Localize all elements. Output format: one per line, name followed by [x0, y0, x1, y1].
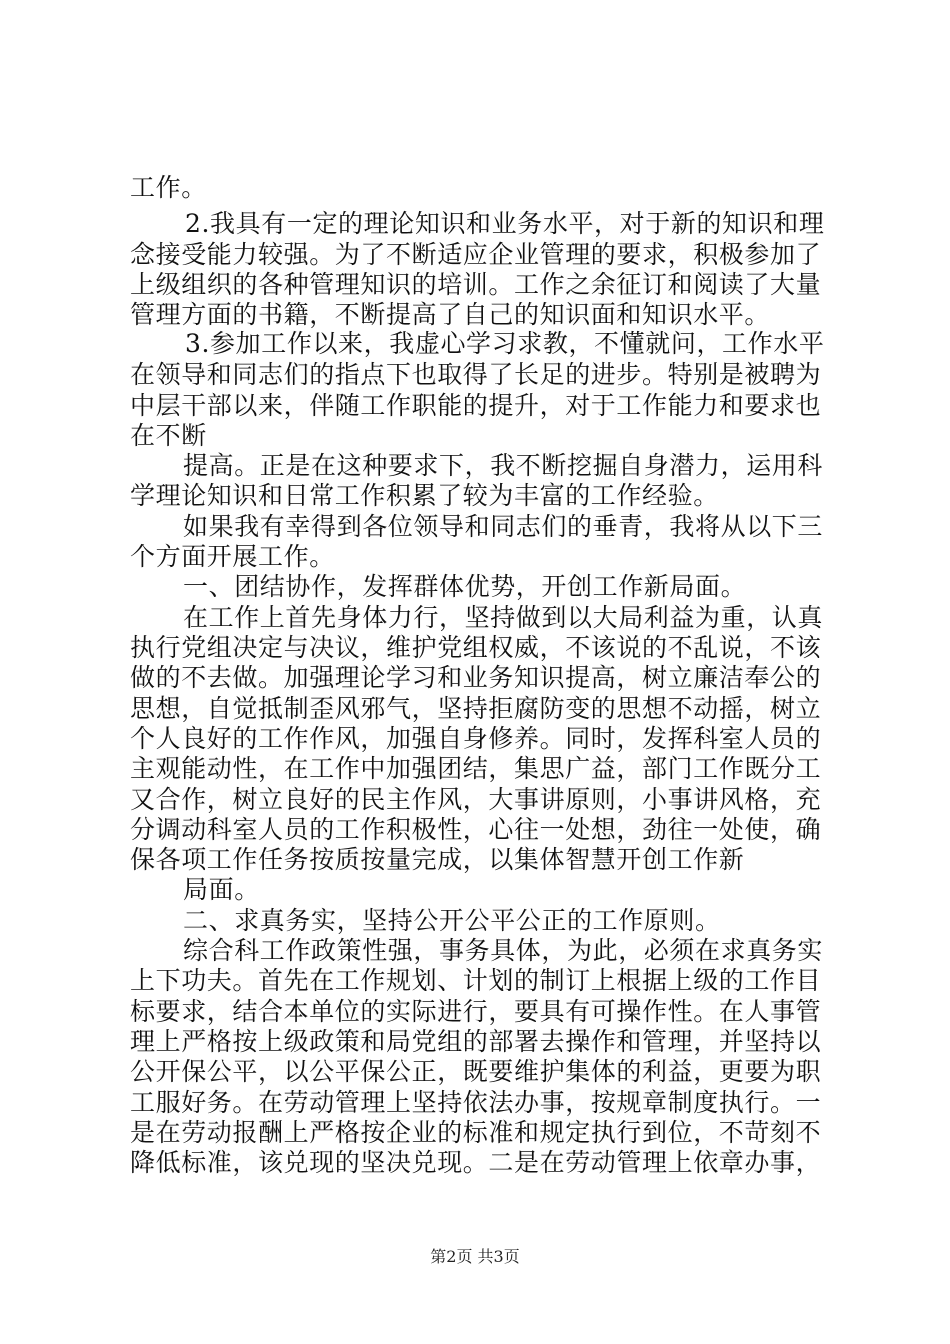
text-line: 管理方面的书籍，不断提高了自己的知识面和知识水平。: [130, 300, 771, 329]
text-line: 分调动科室人员的工作积极性，心往一处想，劲往一处使，确: [130, 815, 822, 844]
text-line: 2.我具有一定的理论知识和业务水平，对于新的知识和理: [185, 209, 825, 238]
text-line: 学理论知识和日常工作积累了较为丰富的工作经验。: [130, 481, 719, 510]
text-line: 中层干部以来，伴随工作职能的提升，对于工作能力和要求也: [130, 391, 822, 420]
text-line: 上级组织的各种管理知识的培训。工作之余征订和阅读了大量: [130, 270, 822, 299]
text-line: 思想，自觉抵制歪风邪气，坚持拒腐防变的思想不动摇，树立: [130, 694, 822, 723]
text-line: 个方面开展工作。: [130, 542, 335, 571]
text-line: 上下功夫。首先在工作规划、计划的制订上根据上级的工作目: [130, 966, 822, 995]
section-heading-1: 一、团结协作，发挥群体优势，开创工作新局面。: [183, 572, 747, 601]
text-line: 保各项工作任务按质按量完成，以集体智慧开创工作新: [130, 845, 745, 874]
text-line: 在工作上首先身体力行，坚持做到以大局利益为重，认真: [183, 603, 824, 632]
text-line: 标要求，结合本单位的实际进行，要具有可操作性。在人事管: [130, 997, 822, 1026]
text-line: 又合作，树立良好的民主作风，大事讲原则，小事讲风格，充: [130, 785, 822, 814]
text-line: 3.参加工作以来，我虚心学习求教，不懂就问，工作水平: [185, 329, 825, 358]
page-number-footer: 第2页 共3页: [430, 1247, 520, 1266]
text-line: 念接受能力较强。为了不断适应企业管理的要求，积极参加了: [130, 240, 822, 269]
text-line: 执行党组决定与决议，维护党组权威，不该说的不乱说，不该: [130, 633, 822, 662]
text-line: 工服好务。在劳动管理上坚持依法办事，按规章制度执行。一: [130, 1088, 822, 1117]
text-line: 做的不去做。加强理论学习和业务知识提高，树立廉洁奉公的: [130, 663, 822, 692]
text-line: 如果我有幸得到各位领导和同志们的垂青，我将从以下三: [183, 512, 824, 541]
text-line: 理上严格按上级政策和局党组的部署去操作和管理，并坚持以: [130, 1027, 822, 1056]
text-line: 主观能动性，在工作中加强团结，集思广益，部门工作既分工: [130, 754, 822, 783]
text-line: 工作。: [130, 173, 207, 202]
text-line: 降低标准，该兑现的坚决兑现。二是在劳动管理上依章办事，: [130, 1148, 822, 1177]
text-line: 局面。: [183, 875, 260, 904]
text-line: 个人良好的工作作风，加强自身修养。同时，发挥科室人员的: [130, 724, 822, 753]
text-line: 是在劳动报酬上严格按企业的标准和规定执行到位，不苛刻不: [130, 1118, 822, 1147]
text-line: 综合科工作政策性强，事务具体，为此，必须在求真务实: [183, 936, 824, 965]
text-line: 公开保公平，以公平保公正，既要维护集体的利益，更要为职: [130, 1057, 822, 1086]
text-line: 提高。正是在这种要求下，我不断挖掘自身潜力，运用科: [183, 451, 824, 480]
text-line: 在领导和同志们的指点下也取得了长足的进步。特别是被聘为: [130, 360, 822, 389]
section-heading-2: 二、求真务实，坚持公开公平公正的工作原则。: [183, 906, 721, 935]
text-line: 在不断: [130, 421, 207, 450]
